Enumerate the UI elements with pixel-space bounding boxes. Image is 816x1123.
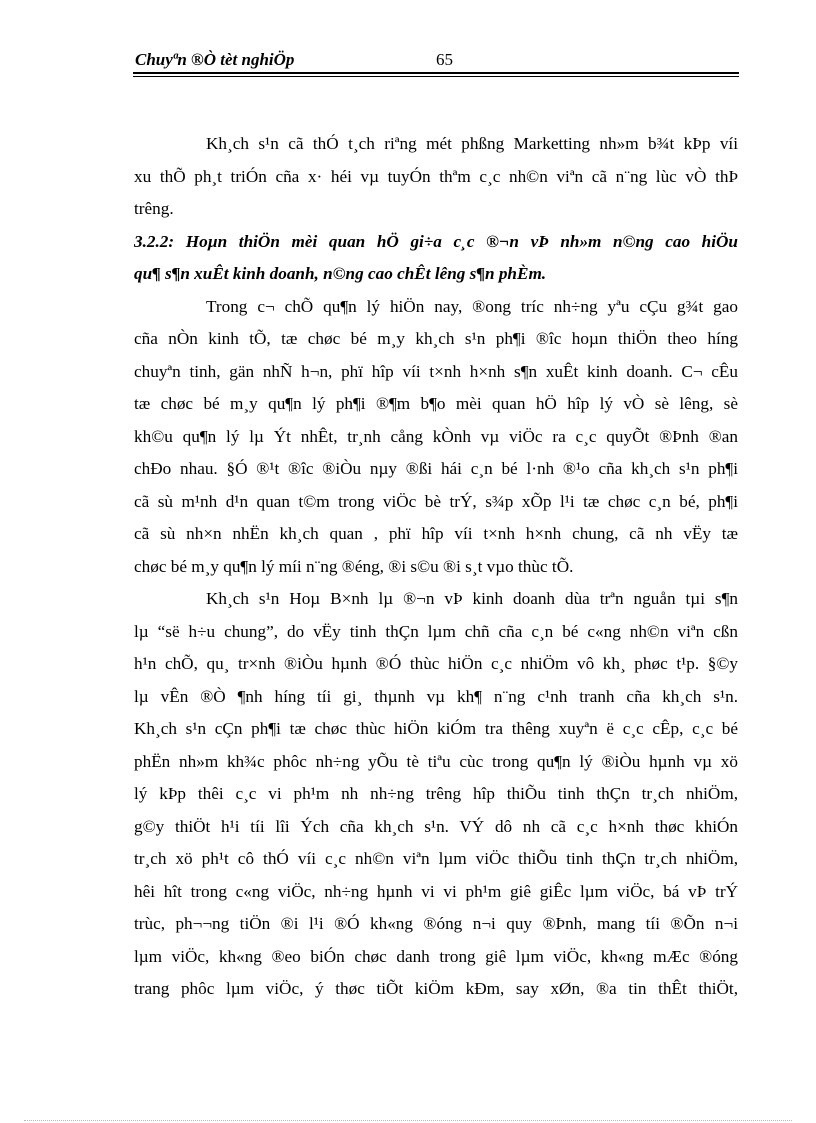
- text-line: chøc bé m¸y qu¶n lý míi n¨ng ®éng, ®i s©u ®i s¸t vµo thùc tÕ.: [134, 556, 574, 576]
- text-line: lµm viÖc, kh«ng ®eo biÓn chøc danh trong giê lµm viÖc, kh«ng mÆc ®óng: [134, 946, 738, 966]
- page-bottom-divider: [24, 1120, 792, 1121]
- text-line: Trong c¬ chÕ qu¶n lý hiÖn nay, ®ong tríc nh÷ng yªu cÇu g¾t gao: [206, 296, 738, 316]
- text-line: trang phôc lµm viÖc, ý thøc tiÕt kiÖm kÐm, say xØn, ®a tin thÊt thiÖt,: [134, 979, 738, 998]
- document-body: [134, 128, 738, 1006]
- text-line: phËn nh»m kh¾c phôc nh÷ng yÕu tè tiªu cùc trong qu¶n lý ®iÒu hµnh vµ xö: [134, 751, 738, 771]
- text-line: cña nÒn kinh tÕ, tæ chøc bé m¸y kh¸ch s¹n ph¶i ®îc hoµn thiÖn theo híng: [134, 329, 738, 348]
- text-line: cã sù m¹nh d¹n quan t©m trong viÖc bè trÝ, s¾p xÕp l¹i tæ chøc c¸n bé, ph¶i: [134, 491, 738, 511]
- section-heading-line: qu¶ s¶n xuÊt kinh doanh, n©ng cao chÊt lêng s¶n phÈm.: [134, 264, 547, 283]
- text-line: chuyªn tinh, gän nhÑ h¬n, phï hîp víi t×nh h×nh s¶n xuÊt kinh doanh. C¬ cÊu: [134, 361, 738, 381]
- text-line: g©y thiÖt h¹i tíi lîi Ých cña kh¸ch s¹n. VÝ dô nh cã c¸c h×nh thøc khiÓn: [134, 816, 738, 836]
- page-number: 65: [436, 50, 453, 69]
- text-line: lµ vÊn ®Ò ¶nh híng tíi gi¸ thµnh vµ kh¶ n¨ng c¹nh tranh cña kh¸ch s¹n.: [134, 686, 738, 706]
- text-line: h¹n chÕ, qu¸ tr×nh ®iÒu hµnh ®Ó thùc hiÖn c¸c nhiÖm vô kh¸ phøc t¹p. §©y: [134, 654, 738, 673]
- text-line: tæ chøc bé m¸y qu¶n lý ph¶i ®¶m b¶o mèi quan hÖ hîp lý vÒ sè lêng, sè: [134, 394, 738, 413]
- text-line: xu thÕ ph¸t triÓn cña x· héi vµ tuyÓn thªm c¸c nh©n viªn cã n¨ng lùc vÒ thÞ: [134, 166, 738, 186]
- text-line: Kh¸ch s¹n cã thÓ t¸ch riªng mét phßng Marketting nh»m b¾t kÞp víi: [206, 134, 738, 153]
- text-line: lµ “së h÷u chung”, do vËy tinh thÇn lµm chñ cña c¸n bé c«ng nh©n viªn cßn: [134, 621, 738, 641]
- section-heading-line: 3.2.2: Hoµn thiÖn mèi quan hÖ gi÷a c¸c ®¬n vÞ nh»m n©ng cao hiÖu: [134, 231, 738, 251]
- header-rule-thin: [133, 76, 739, 77]
- page-header: [133, 48, 739, 74]
- text-line: chÐo nhau. §Ó ®¹t ®îc ®iÒu nµy ®ßi hái c¸n bé l·nh ®¹o cña kh¸ch s¹n ph¶i: [134, 459, 738, 478]
- text-line: Kh¸ch s¹n cÇn ph¶i tæ chøc thùc hiÖn kiÓm tra thêng xuyªn ë c¸c cÊp, c¸c bé: [134, 719, 738, 738]
- header-title: Chuyªn ®Ò tèt nghiÖp: [135, 50, 295, 69]
- text-line: cã sù nh×n nhËn kh¸ch quan , phï hîp víi t×nh h×nh chung, cã nh vËy tæ: [134, 524, 738, 543]
- text-line: trêng.: [134, 199, 174, 218]
- text-line: lý kÞp thêi c¸c vi ph¹m nh nh÷ng trêng hîp thiÕu tinh thÇn tr¸ch nhiÖm,: [134, 784, 738, 803]
- text-line: Kh¸ch s¹n Hoµ B×nh lµ ®¬n vÞ kinh doanh dùa trªn nguån tµi s¶n: [206, 589, 738, 608]
- text-line: trùc, ph¬¬ng tiÖn ®i l¹i ®Ó kh«ng ®óng n¬i quy ®Þnh, mang tíi ®Õn n¬i: [134, 914, 738, 933]
- text-line: kh©u qu¶n lý lµ Ýt nhÊt, tr¸nh cång kÒnh vµ viÖc ra c¸c quyÕt ®Þnh ®an: [134, 426, 738, 446]
- header-rule-thick: [133, 72, 739, 74]
- text-line: hêi hît trong c«ng viÖc, nh÷ng hµnh vi vi ph¹m giê giÊc lµm viÖc, bá vÞ trÝ: [134, 881, 738, 901]
- text-line: tr¸ch xö ph¹t cô thÓ víi c¸c nh©n viªn lµm viÖc thiÕu tinh thÇn tr¸ch nhiÖm,: [134, 849, 738, 868]
